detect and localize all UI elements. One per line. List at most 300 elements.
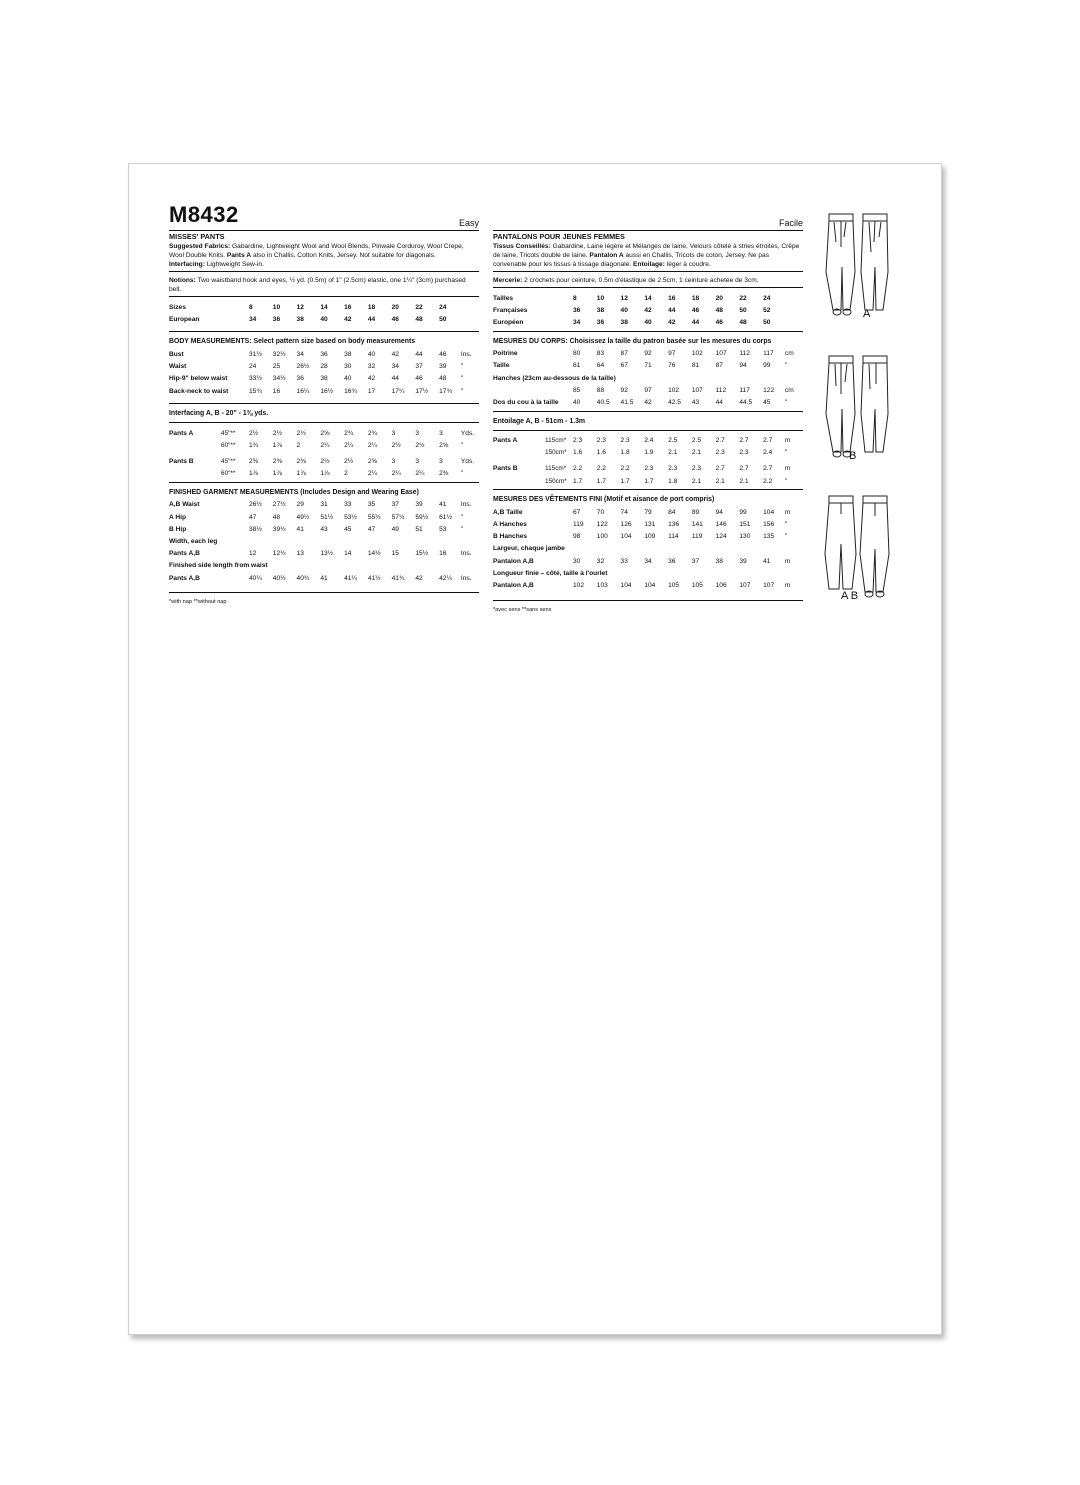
yardage-row	[169, 456, 479, 468]
value-cell: 104	[620, 533, 632, 541]
unit-cell	[785, 292, 803, 304]
footnote: *avec sens **sans sens	[493, 606, 552, 613]
value-cell: 16	[272, 387, 281, 395]
value-cell: 2.1	[668, 449, 678, 457]
value-cell: 1.8	[620, 449, 630, 457]
subheading: Hanches (23cm au-dessous de la taille)	[493, 374, 616, 382]
value-cell: 36	[668, 557, 676, 565]
width-leg-row	[493, 555, 803, 567]
yardage-table	[493, 435, 803, 488]
value-cell: 26½	[249, 501, 262, 509]
yardage-row	[169, 427, 479, 439]
value-cell: 34	[573, 318, 581, 326]
unit-cell: "	[460, 513, 464, 521]
value-cell: 2.5	[691, 437, 702, 445]
pants-b-line-drawing	[819, 354, 919, 464]
unit-cell: Yds.	[460, 429, 475, 437]
subheading-row	[493, 543, 803, 555]
value-cell: 34	[391, 363, 399, 371]
value-cell: 1.6	[573, 449, 583, 457]
value-cell: 14½	[367, 550, 381, 558]
value-cell: 2¼	[415, 470, 425, 478]
value-cell: 124	[715, 533, 727, 541]
title-line	[493, 204, 803, 231]
value-cell: 2.2	[596, 465, 606, 473]
value-cell: 3	[439, 429, 443, 437]
unit-cell: m	[784, 581, 791, 589]
value-cell: 37	[415, 363, 423, 371]
value-cell: 126	[620, 521, 632, 529]
value-cell: 61½	[439, 513, 452, 521]
value-cell: 2.3	[573, 437, 583, 445]
finished-measurement-row	[169, 511, 479, 523]
row-label: Taille	[493, 362, 510, 370]
unit-cell: Ins.	[460, 574, 472, 582]
unit-cell: "	[460, 387, 464, 395]
subheading: Width, each leg	[169, 538, 218, 546]
value-cell: 12½	[272, 550, 286, 558]
row-label: Pantalon A,B	[493, 581, 534, 589]
value-cell: 13½	[320, 550, 334, 558]
value-cell: 41	[296, 525, 304, 533]
value-cell: 117	[763, 350, 774, 358]
value-cell: 16	[439, 550, 447, 558]
value-cell: 2.3	[620, 437, 630, 445]
yardage-row	[169, 439, 479, 451]
value-cell: 2.7	[739, 437, 749, 445]
value-cell: 42	[668, 318, 676, 326]
value-cell: 45	[763, 398, 771, 406]
value-cell: 40	[644, 318, 652, 326]
interfacing-heading: Entoilage A, B - 51cm - 1.3m	[493, 417, 586, 425]
yardage-table	[169, 427, 479, 480]
value-cell: 67	[620, 362, 628, 370]
value-cell: 1.7	[573, 477, 583, 485]
value-cell: 42	[415, 574, 423, 582]
body-measurements-heading: BODY MEASUREMENTS: Select pattern size based on body measurements	[169, 338, 416, 346]
value-cell: 48	[415, 315, 423, 323]
finished-measurements-table	[493, 506, 803, 591]
value-cell: 2½	[272, 429, 282, 437]
value-cell: 32½	[272, 350, 286, 358]
row-sub-label: 115cm*	[545, 437, 567, 445]
title-line	[169, 204, 479, 231]
notions-paragraph: Notions: Two waistband hook and eyes, ½ yd. (0.5m) of 1" (2.5cm) elastic, one 1¼" (3cm) purchased belt.	[169, 277, 466, 293]
row-label: Pantalon A,B	[493, 557, 534, 565]
value-cell: 31	[320, 501, 328, 509]
row-label: Européen	[493, 318, 524, 326]
unit-cell: m	[784, 437, 791, 445]
value-cell: 34	[644, 557, 652, 565]
value-cell: 2.2	[620, 465, 630, 473]
value-cell: 10	[272, 303, 281, 311]
divider	[493, 489, 803, 490]
value-cell: 34	[296, 350, 304, 358]
value-cell: 67	[573, 508, 581, 516]
value-cell: 100	[596, 533, 608, 541]
value-cell: 39	[415, 501, 423, 509]
row-label: Bust	[169, 350, 184, 358]
row-label	[169, 439, 221, 451]
value-cell: 42	[391, 350, 399, 358]
row-sub-label: 150cm*	[545, 477, 567, 485]
value-cell: 102	[573, 581, 585, 589]
value-cell: 94	[739, 362, 747, 370]
value-cell: 2.7	[763, 465, 773, 473]
difficulty-level: Easy	[458, 218, 479, 228]
value-cell: 42	[344, 315, 352, 323]
garment-title: MISSES' PANTS	[169, 232, 225, 241]
subheading: Finished side length from waist	[169, 562, 268, 570]
value-cell: 119	[691, 533, 703, 541]
sizes-row	[169, 301, 479, 313]
value-cell: 1⅞	[272, 470, 282, 478]
value-cell: 3	[415, 429, 420, 437]
unit-cell: "	[460, 525, 464, 533]
row-label	[493, 384, 571, 396]
value-cell: 31½	[249, 350, 262, 358]
divider	[169, 592, 479, 593]
value-cell: 41	[439, 501, 447, 509]
unit-cell: Ins.	[460, 501, 472, 509]
value-cell: 30	[344, 363, 352, 371]
value-cell: 38	[344, 350, 352, 358]
value-cell: 44	[367, 315, 376, 323]
value-cell: 46	[391, 315, 399, 323]
value-cell: 2½	[296, 429, 306, 437]
value-cell: 2.3	[668, 465, 678, 473]
finished-measurement-row	[169, 523, 479, 535]
value-cell: 1⅞	[320, 470, 330, 478]
value-cell: 41¼	[344, 574, 357, 582]
value-cell: 42¼	[439, 574, 452, 582]
value-cell: 2⅝	[439, 441, 449, 449]
value-cell: 24	[249, 363, 257, 371]
value-cell: 107	[763, 581, 775, 589]
value-cell: 3	[415, 458, 420, 466]
notions-paragraph: Mercerie: 2 crochets pour ceinture, 0.5m d'élastique de 2.5cm, 1 ceinture achetée de 3cm.	[493, 277, 759, 284]
pants-b-illustration	[819, 354, 919, 464]
value-cell: 2.1	[739, 477, 749, 485]
finished-measurement-row	[493, 531, 803, 543]
value-cell: 99	[763, 362, 771, 370]
value-cell: 40	[320, 315, 328, 323]
row-sub-label: 60"**	[221, 441, 236, 449]
value-cell: 99	[739, 508, 747, 516]
value-cell: 3	[391, 458, 396, 466]
row-sub-label: 60"**	[221, 470, 236, 478]
row-label: Pants B	[169, 458, 194, 466]
unit-cell: "	[460, 441, 464, 449]
value-cell: 97	[668, 350, 676, 358]
value-cell: 40.5	[596, 398, 610, 406]
value-cell: 43	[320, 525, 328, 533]
value-cell: 97	[644, 386, 652, 394]
french-sizes-row	[493, 304, 803, 316]
divider	[493, 287, 803, 288]
value-cell: 14	[344, 550, 352, 558]
unit-cell: "	[460, 363, 464, 371]
subheading: Longueur finie – côté, taille à l'ourlet	[493, 569, 608, 577]
value-cell: 24	[439, 303, 447, 311]
value-cell: 16	[344, 303, 352, 311]
value-cell: 38½	[249, 525, 262, 533]
value-cell: 156	[763, 521, 775, 529]
value-cell: 3	[391, 429, 396, 437]
value-cell: 80	[573, 350, 581, 358]
value-cell: 35	[367, 501, 376, 509]
unit-cell	[785, 316, 803, 328]
body-measurement-row	[493, 360, 803, 372]
value-cell: 104	[763, 508, 775, 516]
row-label: Françaises	[493, 306, 528, 314]
value-cell: 105	[691, 581, 703, 589]
body-measurement-row	[169, 385, 479, 397]
value-cell: 27½	[272, 501, 286, 509]
value-cell: 85	[573, 386, 581, 394]
value-cell: 32	[596, 557, 605, 565]
value-cell: 112	[715, 386, 727, 394]
value-cell: 2.2	[763, 477, 773, 485]
value-cell: 34½	[272, 375, 286, 383]
european-sizes-row	[169, 313, 479, 325]
value-cell: 114	[668, 533, 679, 541]
finished-measurement-row	[493, 518, 803, 530]
value-cell: 2.7	[763, 437, 773, 445]
value-cell: 8	[249, 303, 253, 311]
value-cell: 76	[668, 362, 676, 370]
value-cell: 46	[715, 318, 723, 326]
sizes-row	[493, 292, 803, 304]
unit-cell: "	[784, 477, 788, 485]
value-cell: 40	[344, 375, 352, 383]
value-cell: 38	[296, 315, 304, 323]
value-cell: 1.7	[596, 477, 606, 485]
value-cell: 87	[620, 350, 628, 358]
row-label: Tailles	[493, 294, 514, 302]
value-cell: 40	[573, 398, 581, 406]
value-cell: 33	[344, 501, 352, 509]
unit-cell: "	[784, 521, 788, 529]
value-cell: 71	[644, 362, 652, 370]
value-cell: 49½	[296, 513, 310, 521]
value-cell: 42	[367, 375, 376, 383]
european-sizes-row	[493, 316, 803, 328]
value-cell: 2⅜	[272, 458, 282, 466]
body-measurements-heading: MESURES DU CORPS: Choisissez la taille du patron basée sur les mesures du corps	[493, 337, 772, 345]
unit-cell: cm	[784, 350, 794, 358]
value-cell: 50	[763, 318, 771, 326]
value-cell: 15¾	[249, 387, 262, 395]
value-cell: 50	[739, 306, 747, 314]
row-label: A Hip	[169, 513, 186, 521]
french-column	[493, 204, 803, 613]
row-sub-label: 115cm*	[545, 465, 567, 473]
value-cell: 41¾	[391, 574, 405, 582]
subheading-row	[493, 372, 803, 384]
value-cell: 41	[763, 557, 771, 565]
value-cell: 44	[391, 375, 399, 383]
value-cell: 2.4	[763, 449, 773, 457]
value-cell: 42.5	[668, 398, 681, 406]
row-sub-label: 45"**	[221, 429, 236, 437]
value-cell: 38	[620, 318, 628, 326]
interfacing-heading: Interfacing A, B - 20" - 1⅜ yds.	[169, 410, 269, 418]
value-cell: 2	[296, 441, 301, 449]
pants-ab-illustration	[819, 494, 919, 604]
value-cell: 109	[644, 533, 656, 541]
value-cell: 51½	[320, 513, 334, 521]
value-cell: 2.4	[644, 437, 654, 445]
value-cell: 46	[415, 375, 423, 383]
value-cell: 83	[596, 350, 605, 358]
value-cell: 37	[691, 557, 700, 565]
unit-cell: "	[460, 375, 464, 383]
english-column	[169, 204, 479, 605]
value-cell: 45	[344, 525, 352, 533]
value-cell: 2¼	[344, 441, 354, 449]
value-cell: 1.6	[596, 449, 606, 457]
value-cell: 1⅞	[296, 470, 306, 478]
unit-cell: "	[784, 449, 788, 457]
value-cell: 12	[296, 303, 304, 311]
width-leg-row	[169, 548, 479, 560]
divider	[169, 403, 479, 404]
value-cell: 79	[644, 508, 652, 516]
pants-a-line-drawing	[819, 212, 919, 322]
unit-cell	[461, 301, 479, 313]
value-cell: 30	[573, 557, 581, 565]
subheading-row	[493, 567, 803, 579]
value-cell: 61	[573, 362, 581, 370]
divider	[493, 430, 803, 431]
value-cell: 151	[739, 521, 751, 529]
body-measurement-row	[493, 396, 803, 408]
value-cell: 1.7	[620, 477, 630, 485]
value-cell: 2.3	[644, 465, 654, 473]
row-label: Dos du cou à la taille	[493, 398, 559, 406]
finished-measurements-heading: MESURES DES VÊTEMENTS FINI (Motif et aisance de port compris)	[493, 496, 715, 504]
value-cell: 53	[439, 525, 447, 533]
row-label	[493, 475, 545, 487]
row-label	[493, 447, 545, 459]
fabrics-paragraph: Suggested Fabrics: Gabardine, Lightweight Wool and Wool Blends, Pinwale Corduroy, Wool Crepe, Wool Double Knits. Pants A also in Challis, Cotton Knits, Jersey. Not suitable for diagonals. Interfacing: Lightweight Sew-in.	[169, 243, 464, 268]
value-cell: 24	[763, 294, 771, 302]
row-label: Pants B	[493, 465, 518, 473]
value-cell: 53½	[344, 513, 357, 521]
finished-measurements-table	[169, 499, 479, 584]
unit-cell: "	[460, 470, 464, 478]
value-cell: 43	[691, 398, 700, 406]
value-cell: 131	[644, 521, 656, 529]
value-cell: 32	[367, 363, 376, 371]
value-cell: 2.7	[715, 465, 725, 473]
unit-cell: "	[784, 533, 788, 541]
value-cell: 141	[691, 521, 703, 529]
sizes-table	[169, 301, 479, 325]
value-cell: 40	[620, 306, 628, 314]
value-cell: 36	[272, 315, 281, 323]
value-cell: 44	[691, 318, 700, 326]
unit-cell	[461, 313, 479, 325]
value-cell: 81	[691, 362, 700, 370]
garment-title: PANTALONS POUR JEUNES FEMMES	[493, 232, 625, 241]
value-cell: 117	[739, 386, 750, 394]
row-sub-label: 45"**	[221, 458, 236, 466]
value-cell: 34	[249, 315, 257, 323]
value-cell: 84	[668, 508, 676, 516]
divider	[493, 271, 803, 272]
value-cell: 55½	[367, 513, 381, 521]
unit-cell: m	[784, 508, 791, 516]
value-cell: 130	[739, 533, 751, 541]
row-sub-label: 150cm*	[545, 449, 567, 457]
value-cell: 36	[573, 306, 581, 314]
difficulty-level: Facile	[778, 218, 803, 228]
value-cell: 74	[620, 508, 628, 516]
value-cell: 2⅜	[296, 458, 306, 466]
value-cell: 2⅝	[320, 429, 330, 437]
value-cell: 107	[715, 350, 727, 358]
row-label: B Hanches	[493, 533, 528, 541]
unit-cell	[785, 304, 803, 316]
value-cell: 41	[320, 574, 328, 582]
value-cell: 14	[320, 303, 328, 311]
value-cell: 15	[391, 550, 399, 558]
value-cell: 36	[596, 318, 605, 326]
value-cell: 1⅞	[272, 441, 282, 449]
body-measurement-row	[493, 348, 803, 360]
row-label: European	[169, 315, 200, 323]
body-measurement-row	[493, 384, 803, 396]
value-cell: 39	[739, 557, 747, 565]
value-cell: 26½	[296, 363, 310, 371]
value-cell: 70	[596, 508, 605, 516]
unit-cell: "	[784, 362, 788, 370]
unit-cell: m	[784, 465, 791, 473]
divider	[169, 482, 479, 483]
value-cell: 41½	[367, 574, 381, 582]
row-label: A Hanches	[493, 521, 527, 529]
row-label: B Hip	[169, 525, 187, 533]
value-cell: 92	[620, 386, 628, 394]
value-cell: 135	[763, 533, 775, 541]
yardage-row	[493, 435, 803, 447]
value-cell: 2.1	[691, 449, 702, 457]
body-measurement-row	[169, 373, 479, 385]
value-cell: 1.8	[668, 477, 678, 485]
value-cell: 57½	[391, 513, 405, 521]
value-cell: 103	[596, 581, 608, 589]
value-cell: 18	[691, 294, 700, 302]
divider	[169, 271, 479, 272]
value-cell: 16¼	[296, 387, 310, 395]
footnote: *with nap **without nap	[169, 599, 227, 606]
value-cell: 46	[691, 306, 700, 314]
yardage-row	[493, 463, 803, 475]
value-cell: 8	[573, 294, 577, 302]
value-cell: 44.5	[739, 398, 753, 406]
sizes-table	[493, 292, 803, 329]
value-cell: 42	[644, 306, 652, 314]
value-cell: 50	[439, 315, 447, 323]
row-label: Sizes	[169, 303, 186, 311]
body-measurement-row	[169, 361, 479, 373]
value-cell: 20	[391, 303, 399, 311]
value-cell: 2⅜	[249, 458, 259, 466]
value-cell: 38	[596, 306, 605, 314]
side-length-row	[169, 572, 479, 584]
